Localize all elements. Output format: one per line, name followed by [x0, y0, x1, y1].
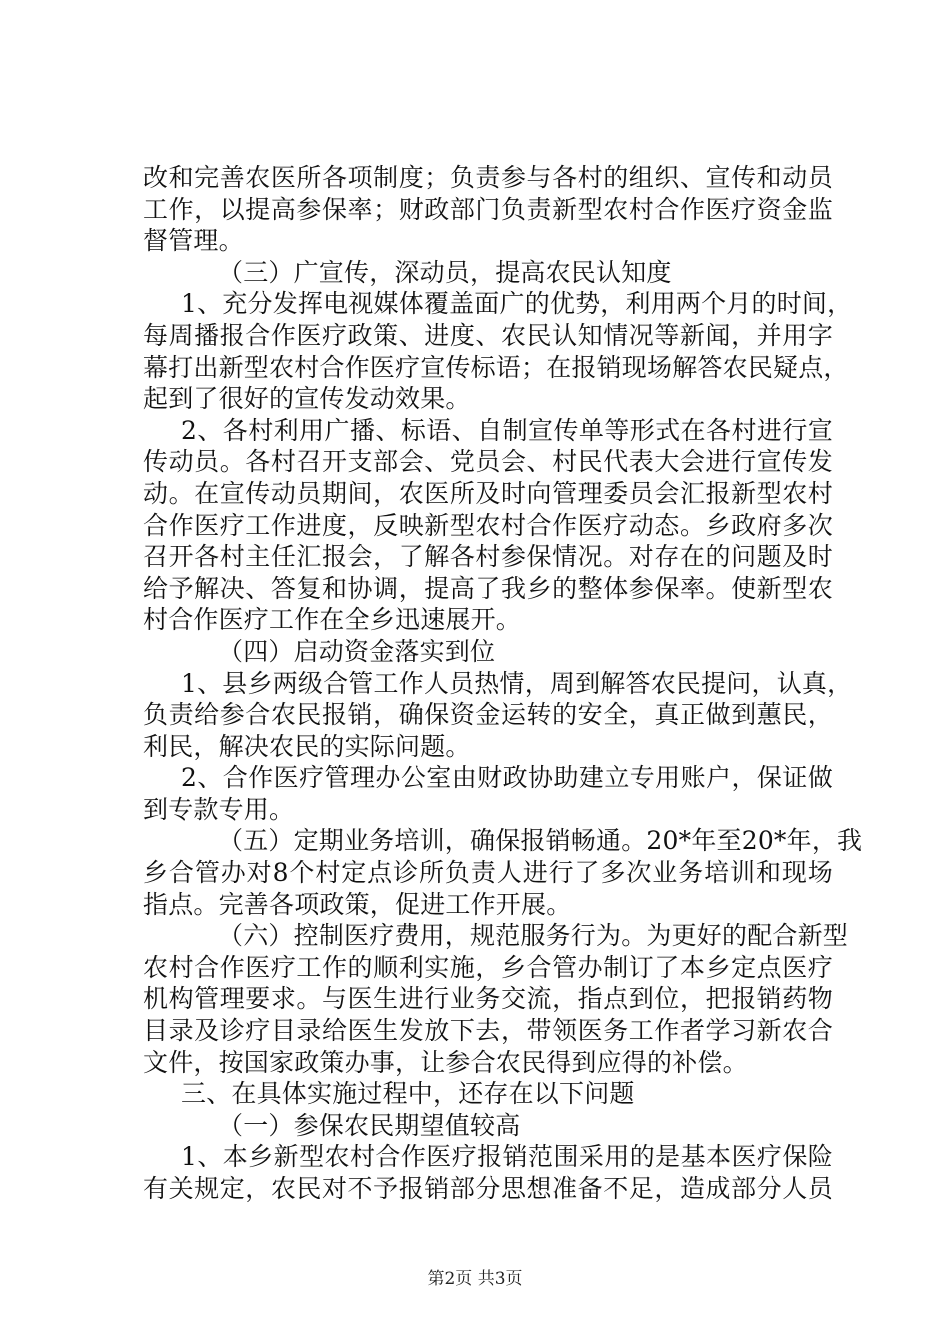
text-line: 乡合管办对8个村定点诊所负责人进行了多次业务培训和现场 — [143, 858, 833, 888]
text-line: 起到了很好的宣传发动效果。 — [143, 384, 471, 414]
text-line: 2、合作医疗管理办公室由财政协助建立专用账户，保证做 — [181, 763, 833, 793]
text-line: 1、充分发挥电视媒体覆盖面广的优势，利用两个月的时间， — [181, 289, 853, 319]
text-line: 指点。完善各项政策，促进工作开展。 — [143, 889, 572, 919]
text-line: （六）控制医疗费用，规范服务行为。为更好的配合新型 — [218, 921, 849, 951]
text-line: 工作，以提高参保率；财政部门负责新型农村合作医疗资金监 — [143, 194, 833, 224]
text-line: 督管理。 — [143, 226, 244, 256]
text-line: （一）参保农民期望值较高 — [218, 1110, 521, 1140]
text-line: 2、各村利用广播、标语、自制宣传单等形式在各村进行宣 — [181, 415, 833, 445]
text-line: （五）定期业务培训，确保报销畅通。20*年至20*年，我 — [218, 826, 863, 856]
text-line: 合作医疗工作进度，反映新型农村合作医疗动态。乡政府多次 — [143, 510, 833, 540]
text-line: 1、县乡两级合管工作人员热情，周到解答农民提问，认真， — [181, 668, 853, 698]
text-line: 负责给参合农民报销，确保资金运转的安全，真正做到蕙民， — [143, 700, 833, 730]
text-line: 传动员。各村召开支部会、党员会、村民代表大会进行宣传发 — [143, 447, 833, 477]
text-line: 改和完善农医所各项制度；负责参与各村的组织、宣传和动员 — [143, 163, 833, 192]
text-line: 给予解决、答复和协调，提高了我乡的整体参保率。使新型农 — [143, 573, 833, 603]
text-line: 目录及诊疗目录给医生发放下去，带领医务工作者学习新农合 — [143, 1016, 833, 1046]
text-line: 村合作医疗工作在全乡迅速展开。 — [143, 605, 522, 635]
text-line: 有关规定，农民对不予报销部分思想准备不足，造成部分人员 — [143, 1174, 833, 1203]
text-line: 每周播报合作医疗政策、进度、农民认知情况等新闻，并用字 — [143, 320, 833, 350]
text-line: 文件，按国家政策办事，让参合农民得到应得的补偿。 — [143, 1047, 748, 1077]
text-line: 到专款专用。 — [143, 794, 295, 824]
text-line: 幕打出新型农村合作医疗宣传标语；在报销现场解答农民疑点， — [143, 352, 849, 382]
text-line: 三、在具体实施过程中，还存在以下问题 — [181, 1079, 635, 1109]
text-line: 动。在宣传动员期间，农医所及时向管理委员会汇报新型农村 — [143, 478, 833, 508]
page-footer: 第2页 共3页 — [427, 1269, 523, 1289]
text-line: 利民，解决农民的实际问题。 — [143, 731, 471, 761]
text-line: 1、本乡新型农村合作医疗报销范围采用的是基本医疗保险 — [181, 1142, 833, 1172]
text-line: 农村合作医疗工作的顺利实施，乡合管办制订了本乡定点医疗 — [143, 952, 833, 982]
document-body — [143, 162, 863, 1205]
text-line: 机构管理要求。与医生进行业务交流，指点到位，把报销药物 — [143, 984, 833, 1014]
text-line: （三）广宣传，深动员，提高农民认知度 — [218, 257, 672, 287]
text-line: （四）启动资金落实到位 — [218, 636, 496, 666]
text-line: 召开各村主任汇报会，了解各村参保情况。对存在的问题及时 — [143, 542, 833, 572]
